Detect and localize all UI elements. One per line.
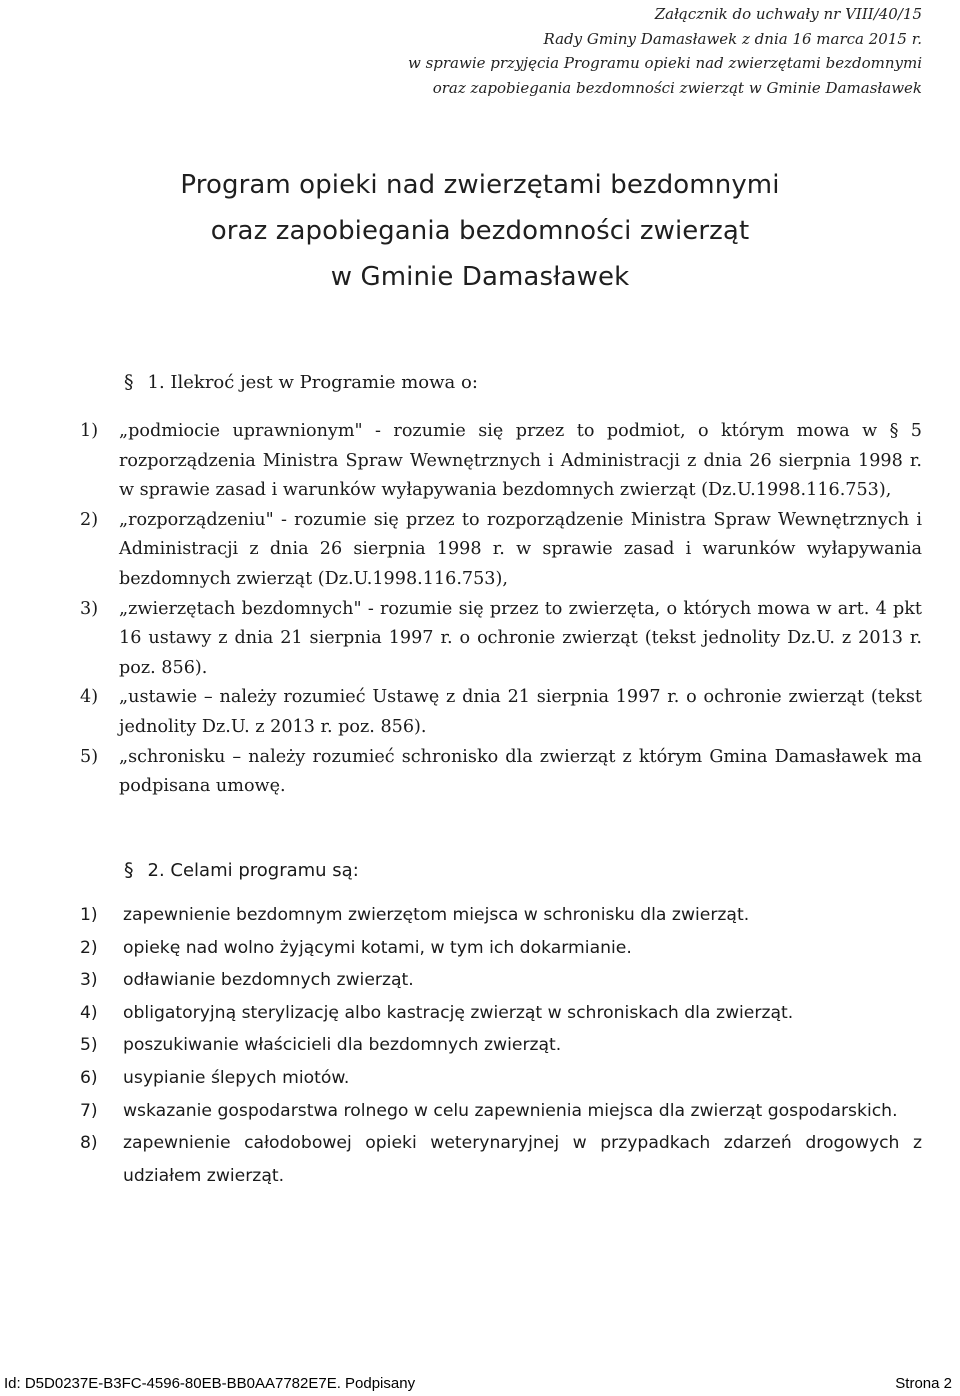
list-item-text: obligatoryjną sterylizację albo kastrację zwierząt w schroniskach dla zwierząt. [123, 1002, 794, 1023]
goal-item [80, 932, 922, 965]
document-title [0, 162, 960, 300]
section-sign: § [124, 859, 134, 881]
list-item-text: wskazanie gospodarstwa rolnego w celu zapewnienia miejsca dla zwierząt gospodarskich. [123, 1100, 898, 1121]
list-item-text: opiekę nad wolno żyjącymi kotami, w tym ich dokarmianie. [123, 937, 632, 958]
list-item-text: „rozporządzeniu" - rozumie się przez to rozporządzenie Ministra Spraw Wewnętrznych i Administracji z dnia 26 sierpnia 1998 r. w sprawie zasad i warunków wyłapywania bezdomnych zwierząt (Dz.U.1998.116.753), [119, 509, 922, 589]
goal-item [80, 1062, 922, 1095]
list-item-text: „schronisku – należy rozumieć schronisko dla zwierząt z którym Gmina Damasławek ma podpisana umowę. [119, 746, 922, 797]
title-line-1: Program opieki nad zwierzętami bezdomnymi [180, 170, 780, 200]
section-2-goals-list [80, 899, 922, 1192]
list-item-text: usypianie ślepych miotów. [123, 1067, 350, 1088]
list-number: 6) [80, 1067, 98, 1088]
definition-item [80, 417, 922, 506]
list-item-text: zapewnienie całodobowej opieki weterynaryjnej w przypadkach zdarzeń drogowych z udziałem zwierząt. [123, 1133, 922, 1186]
list-number: 5) [80, 1035, 98, 1056]
list-item-text: poszukiwanie właścicieli dla bezdomnych zwierząt. [123, 1035, 562, 1056]
page-number: Strona 2 [895, 1375, 952, 1392]
list-number: 5) [80, 746, 99, 767]
title-line-2: oraz zapobiegania bezdomności zwierząt [210, 216, 750, 246]
section-2-heading-text: 2. Celami programu są: [147, 860, 359, 881]
section-2-heading [124, 855, 359, 886]
definition-item [80, 743, 922, 802]
goal-item [80, 1095, 922, 1128]
section-1-heading-text: 1. Ilekroć jest w Programie mowa o: [147, 372, 478, 393]
page-footer [0, 1372, 960, 1396]
goal-item [80, 1127, 922, 1192]
definition-item [80, 595, 922, 684]
goal-item [80, 899, 922, 932]
list-number: 4) [80, 687, 99, 708]
header-line-1: Załącznik do uchwały nr VIII/40/15 [654, 5, 922, 23]
section-sign: § [124, 371, 134, 393]
document-id: Id: D5D0237E-B3FC-4596-80EB-BB0AA7782E7E. Podpisany [4, 1375, 416, 1392]
list-number: 3) [80, 970, 98, 991]
list-number: 2) [80, 509, 99, 530]
list-number: 4) [80, 1002, 98, 1023]
list-item-text: zapewnienie bezdomnym zwierzętom miejsca w schronisku dla zwierząt. [123, 905, 750, 925]
header-line-4: oraz zapobiegania bezdomności zwierząt w Gminie Damasławek [432, 78, 922, 97]
list-item-text: „ustawie – należy rozumieć Ustawę z dnia 21 sierpnia 1997 r. o ochronie zwierząt (tekst jednolity Dz.U. z 2013 r. poz. 856). [119, 687, 922, 737]
list-item-text: „zwierzętach bezdomnych" - rozumie się przez to zwierzęta, o których mowa w art. 4 pkt 16 ustawy z dnia 21 sierpnia 1997 r. o ochronie zwierząt (tekst jednolity Dz.U. z 2013 r. poz. 856). [119, 598, 922, 678]
header-line-2: Rady Gminy Damasławek z dnia 16 marca 2015 r. [543, 29, 922, 48]
section-1-heading [124, 367, 478, 398]
definition-item [80, 683, 922, 742]
title-line-3: w Gminie Damasławek [330, 262, 630, 292]
list-item-text: „podmiocie uprawnionym" - rozumie się przez to podmiot, o którym mowa w § 5 rozporządzenia Ministra Spraw Wewnętrznych i Administracji z dnia 26 sierpnia 1998 r. w sprawie zasad i warunków wyłapywania bezdomnych zwierząt (Dz.U.1998.116.753), [119, 421, 922, 501]
goal-item [80, 997, 922, 1030]
list-number: 3) [80, 598, 99, 619]
goal-item [80, 964, 922, 997]
list-number: 7) [80, 1100, 98, 1121]
definition-item [80, 506, 922, 595]
list-number: 8) [80, 1133, 98, 1154]
goal-item [80, 1029, 922, 1062]
list-number: 1) [80, 905, 98, 925]
list-number: 2) [80, 937, 98, 958]
section-1-definitions-list [80, 417, 922, 802]
list-item-text: odławianie bezdomnych zwierząt. [123, 970, 414, 991]
list-number: 1) [80, 421, 99, 441]
attachment-header [222, 2, 922, 100]
header-line-3: w sprawie przyjęcia Programu opieki nad zwierzętami bezdomnymi [407, 54, 922, 72]
